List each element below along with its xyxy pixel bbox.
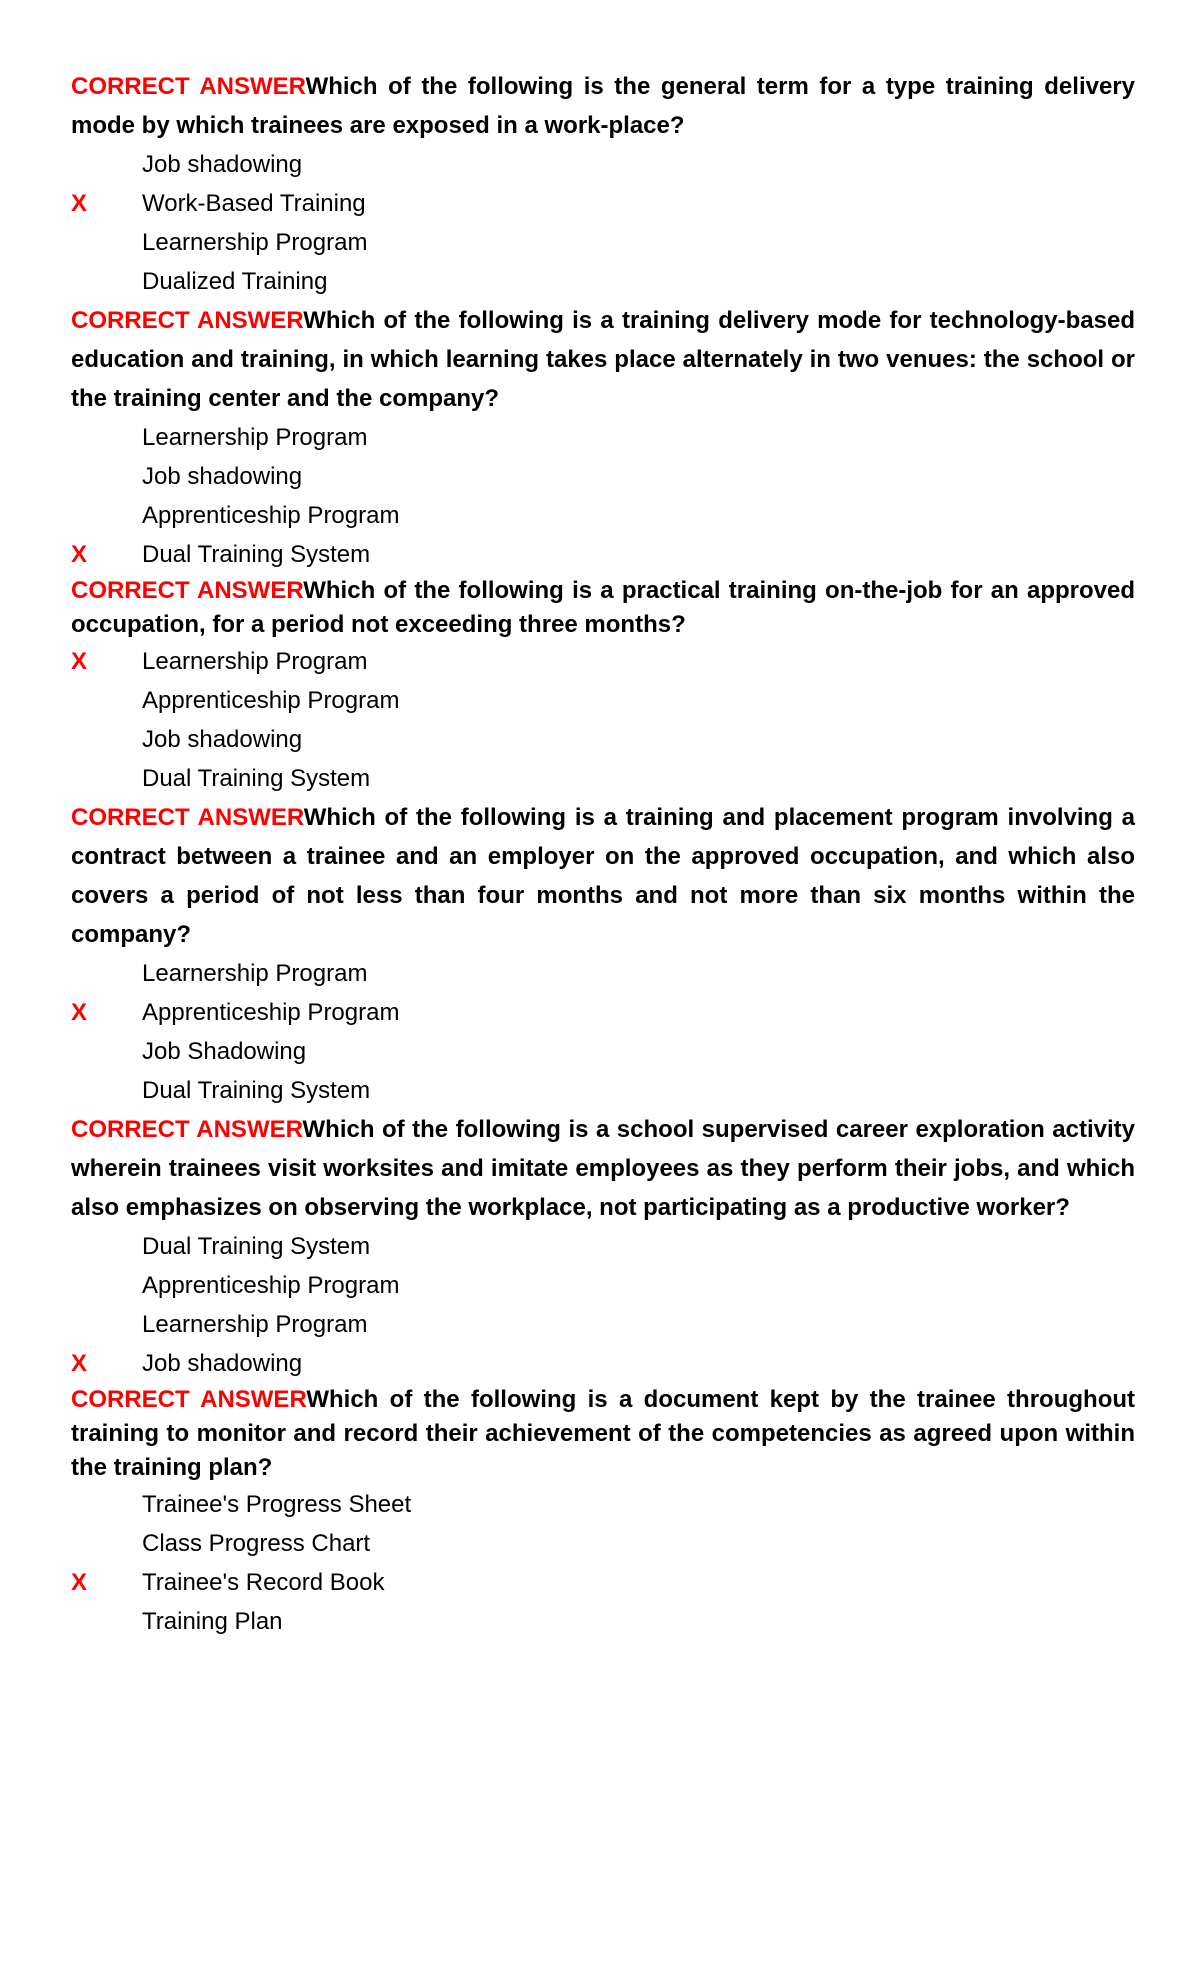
options-list-6 <box>71 1485 1135 1641</box>
correct-marker: X <box>71 999 88 1026</box>
option-item <box>71 1032 1135 1071</box>
option-label: Dual Training System <box>142 1233 371 1260</box>
options-list-4 <box>71 954 1135 1110</box>
option-item <box>71 1524 1135 1563</box>
question-1 <box>71 67 1135 145</box>
option-item <box>71 496 1135 535</box>
option-label: Trainee's Progress Sheet <box>142 1491 412 1518</box>
option-item <box>71 1602 1135 1641</box>
correct-answer-tag: CORRECT ANSWER <box>71 73 306 100</box>
question-block-6 <box>71 1383 1135 1641</box>
option-label: Apprenticeship Program <box>142 502 400 529</box>
option-label: Work-Based Training <box>142 190 366 217</box>
question-block-4 <box>71 798 1135 1110</box>
correct-answer-tag: CORRECT ANSWER <box>71 577 304 604</box>
correct-marker: X <box>71 190 88 217</box>
correct-answer-tag: CORRECT ANSWER <box>71 307 304 334</box>
question-5 <box>71 1110 1135 1227</box>
option-label: Learnership Program <box>142 648 368 675</box>
question-6 <box>71 1383 1135 1485</box>
option-item <box>71 1563 1135 1602</box>
option-item <box>71 681 1135 720</box>
correct-marker: X <box>71 541 88 568</box>
options-list-2 <box>71 418 1135 574</box>
option-item <box>71 954 1135 993</box>
option-label: Learnership Program <box>142 229 368 256</box>
option-item <box>71 418 1135 457</box>
option-label: Job shadowing <box>142 1350 303 1377</box>
options-list-5 <box>71 1227 1135 1383</box>
question-block-2 <box>71 301 1135 574</box>
option-item <box>71 457 1135 496</box>
option-label: Dual Training System <box>142 1077 371 1104</box>
option-item <box>71 145 1135 184</box>
option-item <box>71 535 1135 574</box>
option-label: Apprenticeship Program <box>142 999 400 1026</box>
option-label: Dual Training System <box>142 765 371 792</box>
question-text: Which of the following is a training and placement program involving a contract between a trainee and an employer on the approved occupation, and which also covers a period of not less than four months and not more than six months within the company? <box>71 804 1135 948</box>
question-block-5 <box>71 1110 1135 1383</box>
option-label: Dual Training System <box>142 541 371 568</box>
option-label: Learnership Program <box>142 424 368 451</box>
option-label: Trainee's Record Book <box>142 1569 385 1596</box>
question-4 <box>71 798 1135 954</box>
option-item <box>71 720 1135 759</box>
option-item <box>71 642 1135 681</box>
options-list-1 <box>71 145 1135 301</box>
quiz-content <box>71 67 1135 1641</box>
option-label: Dualized Training <box>142 268 328 295</box>
option-item <box>71 1266 1135 1305</box>
options-list-3 <box>71 642 1135 798</box>
option-label: Job shadowing <box>142 726 303 753</box>
question-text: Which of the following is a school supervised career exploration activity wherein trainees visit worksites and imitate employees as they perform their jobs, and which also emphasizes on observing the workplace, not participating as a productive worker? <box>71 1116 1136 1221</box>
correct-answer-tag: CORRECT ANSWER <box>71 1386 307 1413</box>
option-item <box>71 262 1135 301</box>
option-item <box>71 184 1135 223</box>
question-text: Which of the following is a document kept by the trainee throughout training to monitor and record their achievement of the competencies as agreed upon within the training plan? <box>71 1386 1136 1481</box>
correct-marker: X <box>71 1350 88 1377</box>
option-item <box>71 223 1135 262</box>
question-block-3 <box>71 574 1135 798</box>
option-item <box>71 1305 1135 1344</box>
option-label: Class Progress Chart <box>142 1530 371 1557</box>
option-item <box>71 759 1135 798</box>
question-text: Which of the following is the general term for a type training delivery mode by which trainees are exposed in a work-place? <box>71 73 1135 139</box>
option-label: Apprenticeship Program <box>142 687 400 714</box>
option-label: Job Shadowing <box>142 1038 307 1065</box>
correct-marker: X <box>71 1569 88 1596</box>
question-text: Which of the following is a training delivery mode for technology-based education and training, in which learning takes place alternately in two venues: the school or the training center and the company? <box>71 307 1136 412</box>
option-item <box>71 1227 1135 1266</box>
option-item <box>71 1344 1135 1383</box>
option-item <box>71 1071 1135 1110</box>
option-label: Job shadowing <box>142 151 303 178</box>
question-text: Which of the following is a practical training on-the-job for an approved occupation, for a period not exceeding three months? <box>71 577 1136 638</box>
question-block-1 <box>71 67 1135 301</box>
correct-answer-tag: CORRECT ANSWER <box>71 1116 303 1143</box>
option-label: Learnership Program <box>142 1311 368 1338</box>
question-2 <box>71 301 1135 418</box>
option-label: Job shadowing <box>142 463 303 490</box>
option-label: Training Plan <box>142 1608 283 1635</box>
option-label: Learnership Program <box>142 960 368 987</box>
option-label: Apprenticeship Program <box>142 1272 400 1299</box>
correct-marker: X <box>71 648 88 675</box>
question-3 <box>71 574 1135 642</box>
correct-answer-tag: CORRECT ANSWER <box>71 804 304 831</box>
option-item <box>71 993 1135 1032</box>
option-item <box>71 1485 1135 1524</box>
